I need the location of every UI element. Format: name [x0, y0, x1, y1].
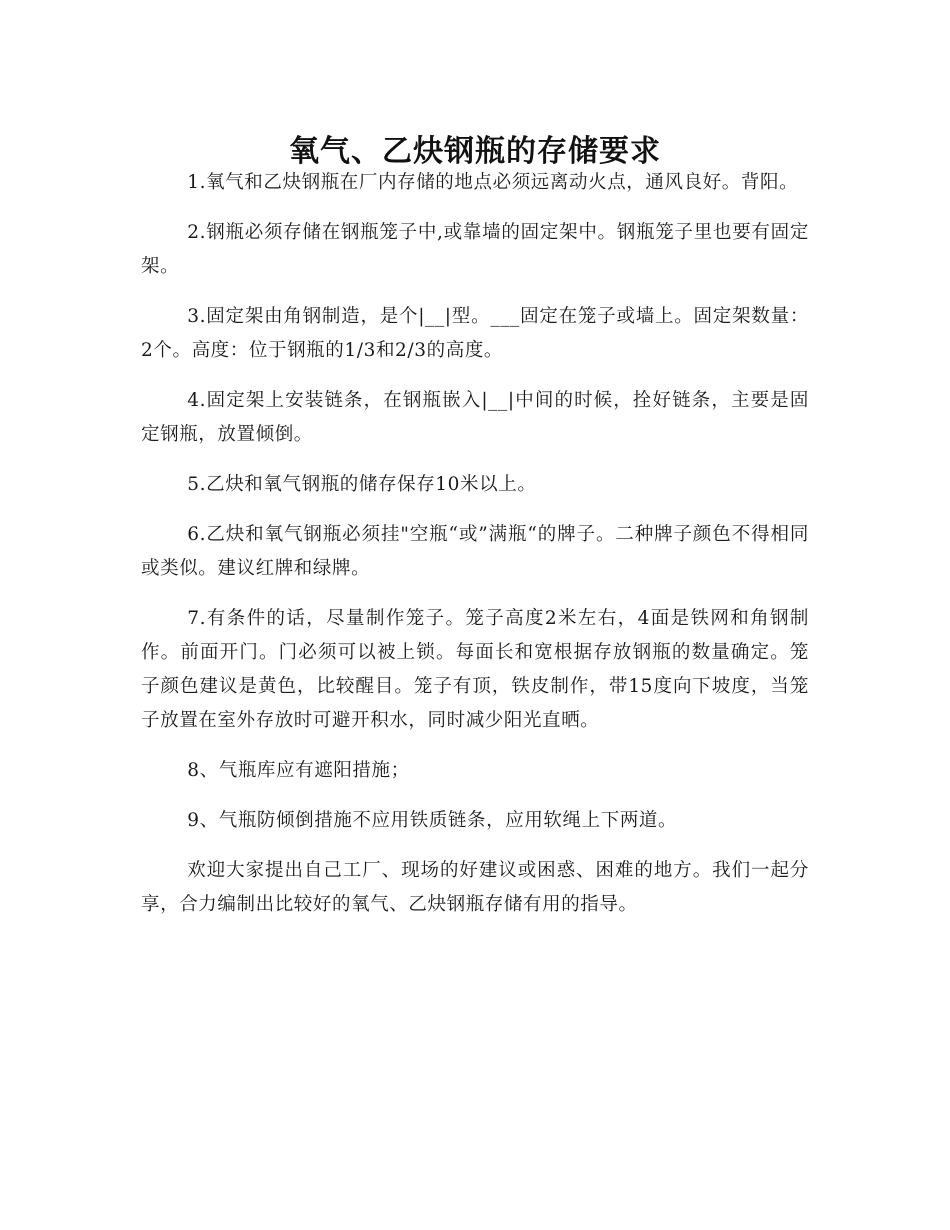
closing-paragraph: 欢迎大家提出自己工厂、现场的好建议或困惑、困难的地方。我们一起分享，合力编制出比较好的氧气、乙炔钢瓶存储有用的指导。 — [141, 860, 809, 915]
paragraph-4: 4.固定架上安装链条，在钢瓶嵌入|__|中间的时候，拴好链条，主要是固定钢瓶，放置倾倒。 — [141, 390, 809, 445]
paragraph-2: 2.钢瓶必须存储在钢瓶笼子中,或靠墙的固定架中。钢瓶笼子里也要有固定架。 — [141, 222, 809, 277]
paragraph-8: 8、气瓶库应有遮阳措施； — [187, 760, 410, 781]
paragraph-6: 6.乙炔和氧气钢瓶必须挂"空瓶“或”满瓶“的牌子。二种牌子颜色不得相同或类似。建议红牌和绿牌。 — [141, 524, 809, 579]
paragraph-1: 1.氧气和乙炔钢瓶在厂内存储的地点必须远离动火点，通风良好。背阳。 — [187, 172, 799, 193]
paragraph-7: 7.有条件的话，尽量制作笼子。笼子高度2米左右，4面是铁网和角钢制作。前面开门。门必须可以被上锁。每面长和宽根据存放钢瓶的数量确定。笼子颜色建议是黄色，比较醒目。笼子有顶，铁皮制作，带15度向下坡度，当笼子放置在室外存放时可避开积水，同时减少阳光直晒。 — [141, 608, 809, 731]
paragraph-5: 5.乙炔和氧气钢瓶的储存保存10米以上。 — [187, 474, 537, 495]
paragraph-3: 3.固定架由角钢制造，是个|__|型。___固定在笼子或墙上。固定架数量：2个。高度：位于钢瓶的1/3和2/3的高度。 — [141, 306, 809, 361]
document-title: 氧气、乙炔钢瓶的存储要求 — [289, 134, 661, 170]
document-body — [141, 166, 809, 938]
paragraph-9: 9、气瓶防倾倒措施不应用铁质链条，应用软绳上下两道。 — [187, 810, 678, 831]
